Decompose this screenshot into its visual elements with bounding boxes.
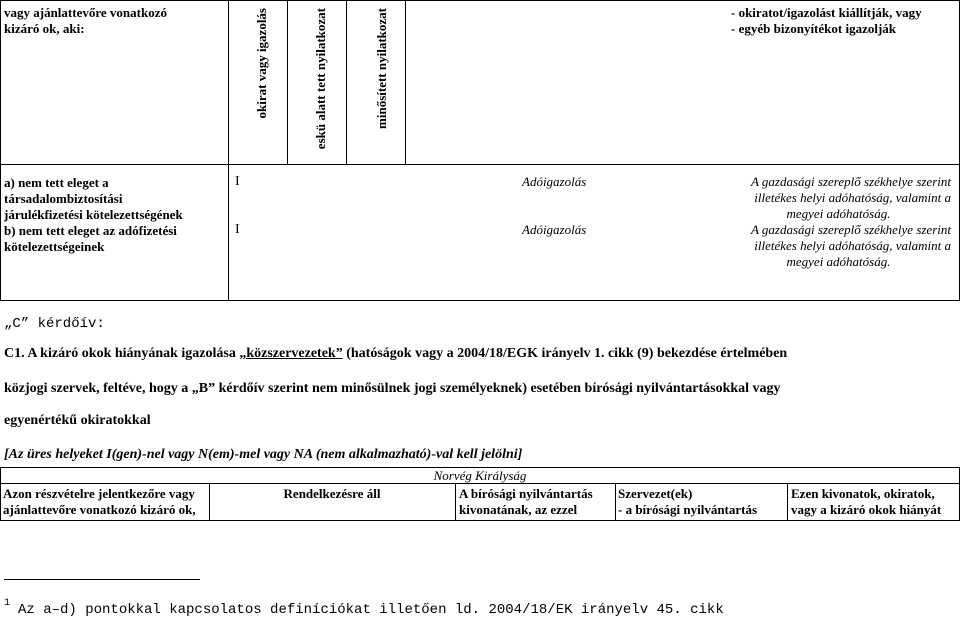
issuer-line: megyei adóhatóság. — [786, 206, 891, 221]
footnote-number: 1 — [4, 598, 11, 609]
right-header-line: - egyéb bizonyítékot igazolják — [731, 21, 897, 36]
instruction: [Az üres helyeket I(gen)-nel vagy N(em)-mel vagy NA (nem alkalmazható)-val kell jelölni] — [4, 447, 523, 462]
right-header-line: - okiratot/igazolást kiállítják, vagy — [731, 5, 922, 20]
bottom-col-5 — [791, 486, 941, 518]
paragraph-line-1 — [4, 346, 787, 362]
row-label-line: társadalombiztosítási — [4, 191, 123, 206]
row-label-line: b) nem tett eleget az adófizetési — [4, 223, 177, 238]
row-a-label — [4, 175, 183, 223]
vertical-header-sworn: eskü alatt tett nyilatkozat — [313, 8, 328, 150]
row-b-label — [4, 223, 177, 255]
col-line: vagy a kizáró okok hiányát — [791, 502, 942, 517]
row-label-line: kötelezettségeinek — [4, 239, 105, 254]
issuer-line: megyei adóhatóság. — [786, 254, 891, 269]
bottom-col-1 — [3, 486, 196, 518]
row-b-doc: Adóigazolás — [522, 222, 587, 237]
paragraph-text: C1. A kizáró okok hiányának igazolása — [4, 346, 236, 361]
paragraph-line-3: egyenértékű okiratokkal — [4, 413, 151, 428]
issuer-line: A gazdasági szereplő székhelye szerint — [750, 222, 951, 237]
footnote-text: Az a–d) pontokkal kapcsolatos definíciókat illetően ld. 2004/18/EK irányelv 45. cikk — [18, 602, 724, 618]
right-header — [731, 5, 922, 37]
col-line: Ezen kivonatok, okiratok, — [791, 486, 935, 501]
bottom-col-3 — [459, 486, 593, 518]
issuer-line: A gazdasági szereplő székhelye szerint — [750, 174, 951, 189]
row-a-doc: Adóigazolás — [522, 174, 587, 189]
row-label-line: a) nem tett eleget a — [4, 175, 109, 190]
col-line: kivonatának, az ezzel — [459, 502, 578, 517]
col-line: Szervezet(ek) — [618, 486, 693, 501]
row-label-line: járulékfizetési kötelezettségének — [4, 207, 183, 222]
left-header — [4, 5, 167, 37]
issuer-line: illetékes helyi adóhatóság, valamint a — [754, 190, 951, 205]
bottom-col-4 — [618, 486, 757, 518]
country-header: Norvég Királyság — [433, 468, 527, 483]
row-a-issuer — [726, 174, 951, 222]
col-line: Azon részvételre jelentkezőre vagy — [3, 486, 195, 501]
issuer-line: illetékes helyi adóhatóság, valamint a — [754, 238, 951, 253]
left-header-line: vagy ajánlattevőre vonatkozó — [4, 5, 167, 20]
row-b-mark: I — [235, 222, 240, 237]
row-a-mark: I — [235, 174, 240, 189]
paragraph-line-2: közjogi szervek, feltéve, hogy a „B” kérdőív szerint nem minősülnek jogi személyeknek) esetében bírósági nyilvántartásokkal vagy — [4, 381, 781, 396]
col-line: ajánlattevőre vonatkozó kizáró ok, — [3, 502, 196, 517]
row-b-issuer — [726, 222, 951, 270]
col-line: - a bírósági nyilvántartás — [618, 502, 758, 517]
col-line: A bírósági nyilvántartás — [459, 486, 593, 501]
section-title: „C” kérdőív: — [4, 316, 105, 332]
left-header-line: kizáró ok, aki: — [4, 21, 85, 36]
paragraph-underlined: „közszervezetek” — [239, 346, 343, 361]
footnote-separator — [4, 579, 200, 580]
vertical-header-qualified: minősített nyilatkozat — [374, 8, 389, 129]
bottom-col-2: Rendelkezésre áll — [283, 486, 381, 501]
paragraph-text: (hatóságok vagy a 2004/18/EGK irányelv 1. cikk (9) bekezdése értelmében — [346, 346, 788, 361]
vertical-header-document: okirat vagy igazolás — [254, 8, 269, 119]
